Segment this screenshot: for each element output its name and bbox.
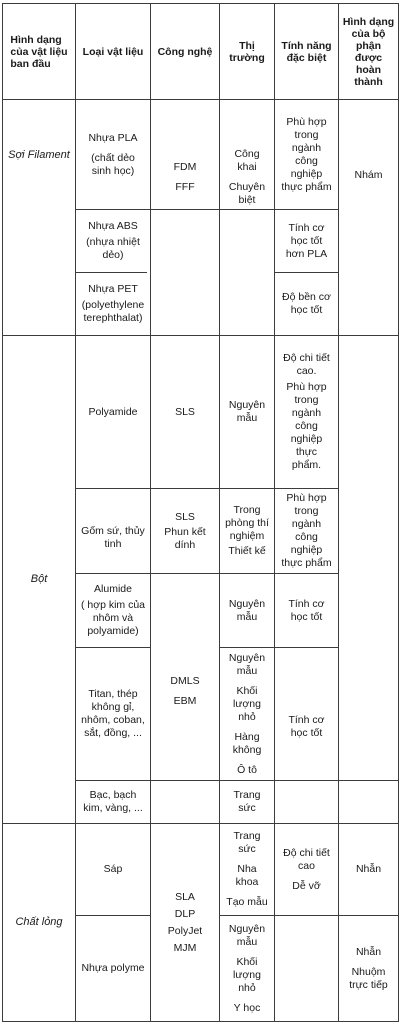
ceramic-tech-binder: Phun kết dính <box>164 525 206 551</box>
precious-material-cell <box>76 781 150 823</box>
pla-feature: Phù hợp trong ngành công nghiệp thực phẩm <box>281 115 332 193</box>
polyamide-material: Polyamide <box>88 405 138 418</box>
header-special-feature-text: Tính năng đặc biệt <box>281 39 332 64</box>
tech-ebm: EBM <box>173 694 197 707</box>
pet-material-name: Nhựa PET <box>88 283 138 295</box>
precious-material: Bạc, bạch kim, vàng, ... <box>83 789 143 814</box>
abs-feature: Tính cơ học tốt hơn PLA <box>285 221 328 260</box>
titan-market-cell <box>220 648 274 780</box>
group-filament <box>3 100 75 210</box>
ceramic-market-cell <box>220 489 274 573</box>
group-liquid-label: Chất lỏng <box>15 916 63 928</box>
polymer-material-cell <box>76 916 150 1021</box>
group-powder <box>3 336 75 823</box>
ceramic-market-design: Thiết kế <box>228 545 266 557</box>
precious-market: Trang sức <box>233 789 261 814</box>
alumide-market-cell <box>220 574 274 647</box>
ceramic-material-cell <box>76 489 150 573</box>
tech-fff: FFF <box>175 180 195 193</box>
pet-feature: Độ bền cơ học tốt <box>282 291 331 316</box>
alumide-material-name: Alumide <box>94 583 132 595</box>
liquid-tech-cell <box>151 824 219 1021</box>
wax-feature-fragile: Dễ vỡ <box>292 879 321 892</box>
precious-market-cell <box>220 781 274 823</box>
header-material-type <box>76 4 150 99</box>
group-liquid <box>3 824 75 1021</box>
alumide-material-desc: ( hợp kim của nhôm và polyamide) <box>80 599 146 637</box>
alumide-material-cell <box>76 574 150 647</box>
header-technology <box>151 4 219 99</box>
pet-feature-cell <box>275 273 338 335</box>
filament-market-cell <box>220 100 274 254</box>
titan-market-small: Khối lượng nhỏ <box>233 684 261 723</box>
polymer-material: Nhựa polyme <box>81 962 145 974</box>
polyamide-market: Nguyên mẫu <box>228 399 266 424</box>
tech-mjm: MJM <box>173 941 197 954</box>
market-public: Công khai <box>234 147 260 173</box>
polymer-market-medical: Y học <box>233 1001 261 1014</box>
polymer-finished-ring: Nhẫn <box>355 945 382 958</box>
titan-feature: Tính cơ học tốt <box>288 714 325 739</box>
polymer-market-cell <box>220 916 274 1021</box>
tech-dlp: DLP <box>174 907 196 920</box>
pla-material-cell <box>76 100 150 209</box>
ceramic-feature: Phù hợp trong ngành công nghiệp thực phẩm <box>281 492 332 569</box>
header-initial-form <box>3 4 75 99</box>
wax-finished-cell <box>339 824 398 915</box>
header-finished-form <box>339 4 398 99</box>
ceramic-material: Gốm sứ, thủy tinh <box>81 525 145 550</box>
header-market <box>220 4 274 99</box>
tech-dmls: DMLS <box>170 674 200 687</box>
tech-polyjet: PolyJet <box>167 924 203 937</box>
pla-material-desc: (chất dẻo sinh học) <box>91 151 135 177</box>
header-special-feature <box>275 4 338 99</box>
pla-feature-cell <box>275 100 338 209</box>
polymer-market-prototype: Nguyên mẫu <box>228 922 266 948</box>
polymer-market-small: Khối lượng nhỏ <box>233 955 261 994</box>
titan-feature-cell <box>275 648 338 780</box>
header-technology-text: Công nghệ <box>157 45 213 58</box>
pet-material-desc: (polyethylene terephthalat) <box>81 299 145 324</box>
wax-material-cell <box>76 824 150 915</box>
filament-finished: Nhám <box>354 168 383 181</box>
table-border-right <box>398 3 399 1022</box>
ceramic-market-lab: Trong phòng thí nghiệm <box>225 504 269 542</box>
polyamide-tech: SLS <box>175 405 195 418</box>
alumide-market: Nguyên mẫu <box>228 597 266 623</box>
filament-finished-cell <box>339 100 398 250</box>
titan-market-prototype: Nguyên mẫu <box>228 651 266 677</box>
filament-tech-cell <box>151 100 219 254</box>
alumide-feature-cell <box>275 574 338 647</box>
titan-market-aviation: Hàng không <box>232 730 262 756</box>
wax-finished: Nhẫn <box>355 863 382 875</box>
wax-market-jewelry: Trang sức <box>233 830 261 855</box>
ceramic-tech-sls: SLS <box>175 510 195 523</box>
tech-sla: SLA <box>175 890 195 903</box>
wax-market-dental: Nha khoa <box>235 863 259 888</box>
metals-tech-cell <box>151 574 219 780</box>
polymer-finished-dye: Nhuộm trực tiếp <box>349 965 388 991</box>
header-initial-form-text: Hình dạng của vật liệu ban đầu <box>10 33 68 70</box>
polyamide-market-cell <box>220 336 274 488</box>
header-material-type-text: Loại vật liệu <box>82 45 144 58</box>
market-specialized: Chuyên biệt <box>228 180 266 206</box>
alumide-feature: Tính cơ học tốt <box>288 597 325 623</box>
titan-market-auto: Ô tô <box>237 763 257 776</box>
polyamide-feature-food: Phù hợp trong ngành công nghiệp thực phẩm. <box>286 381 327 471</box>
polymer-finished-cell <box>339 916 398 1021</box>
ceramic-feature-cell <box>275 489 338 573</box>
wax-material: Sáp <box>103 863 123 875</box>
group-filament-label: Sợi Filament <box>8 148 70 161</box>
polyamide-tech-cell <box>151 336 219 488</box>
wax-market-cell <box>220 824 274 915</box>
tech-fdm: FDM <box>173 160 197 173</box>
abs-material-cell <box>76 210 150 272</box>
polyamide-feature-detail: Độ chi tiết cao. <box>283 352 330 377</box>
pet-material-cell <box>76 273 150 335</box>
wax-feature-detail: Độ chi tiết cao <box>283 846 330 872</box>
group-powder-label: Bột <box>30 573 48 585</box>
wax-market-prototyping: Tạo mẫu <box>226 896 268 908</box>
abs-feature-cell <box>275 210 338 272</box>
abs-material-desc: (nhựa nhiệt dẻo) <box>86 236 140 261</box>
polyamide-material-cell <box>76 336 150 488</box>
titan-material: Titan, thép không gỉ, nhôm, coban, sắt, đồng, ... <box>81 688 145 739</box>
ceramic-tech-cell <box>151 489 219 573</box>
header-finished-form-text: Hình dạng của bộ phận được hoàn thành <box>342 15 395 88</box>
polyamide-feature-cell <box>275 336 338 488</box>
pla-material-name: Nhựa PLA <box>88 131 138 144</box>
header-market-text: Thị trường <box>229 39 265 64</box>
abs-material-name: Nhựa ABS <box>88 220 138 232</box>
wax-feature-cell <box>275 824 338 915</box>
titan-material-cell <box>76 648 150 780</box>
